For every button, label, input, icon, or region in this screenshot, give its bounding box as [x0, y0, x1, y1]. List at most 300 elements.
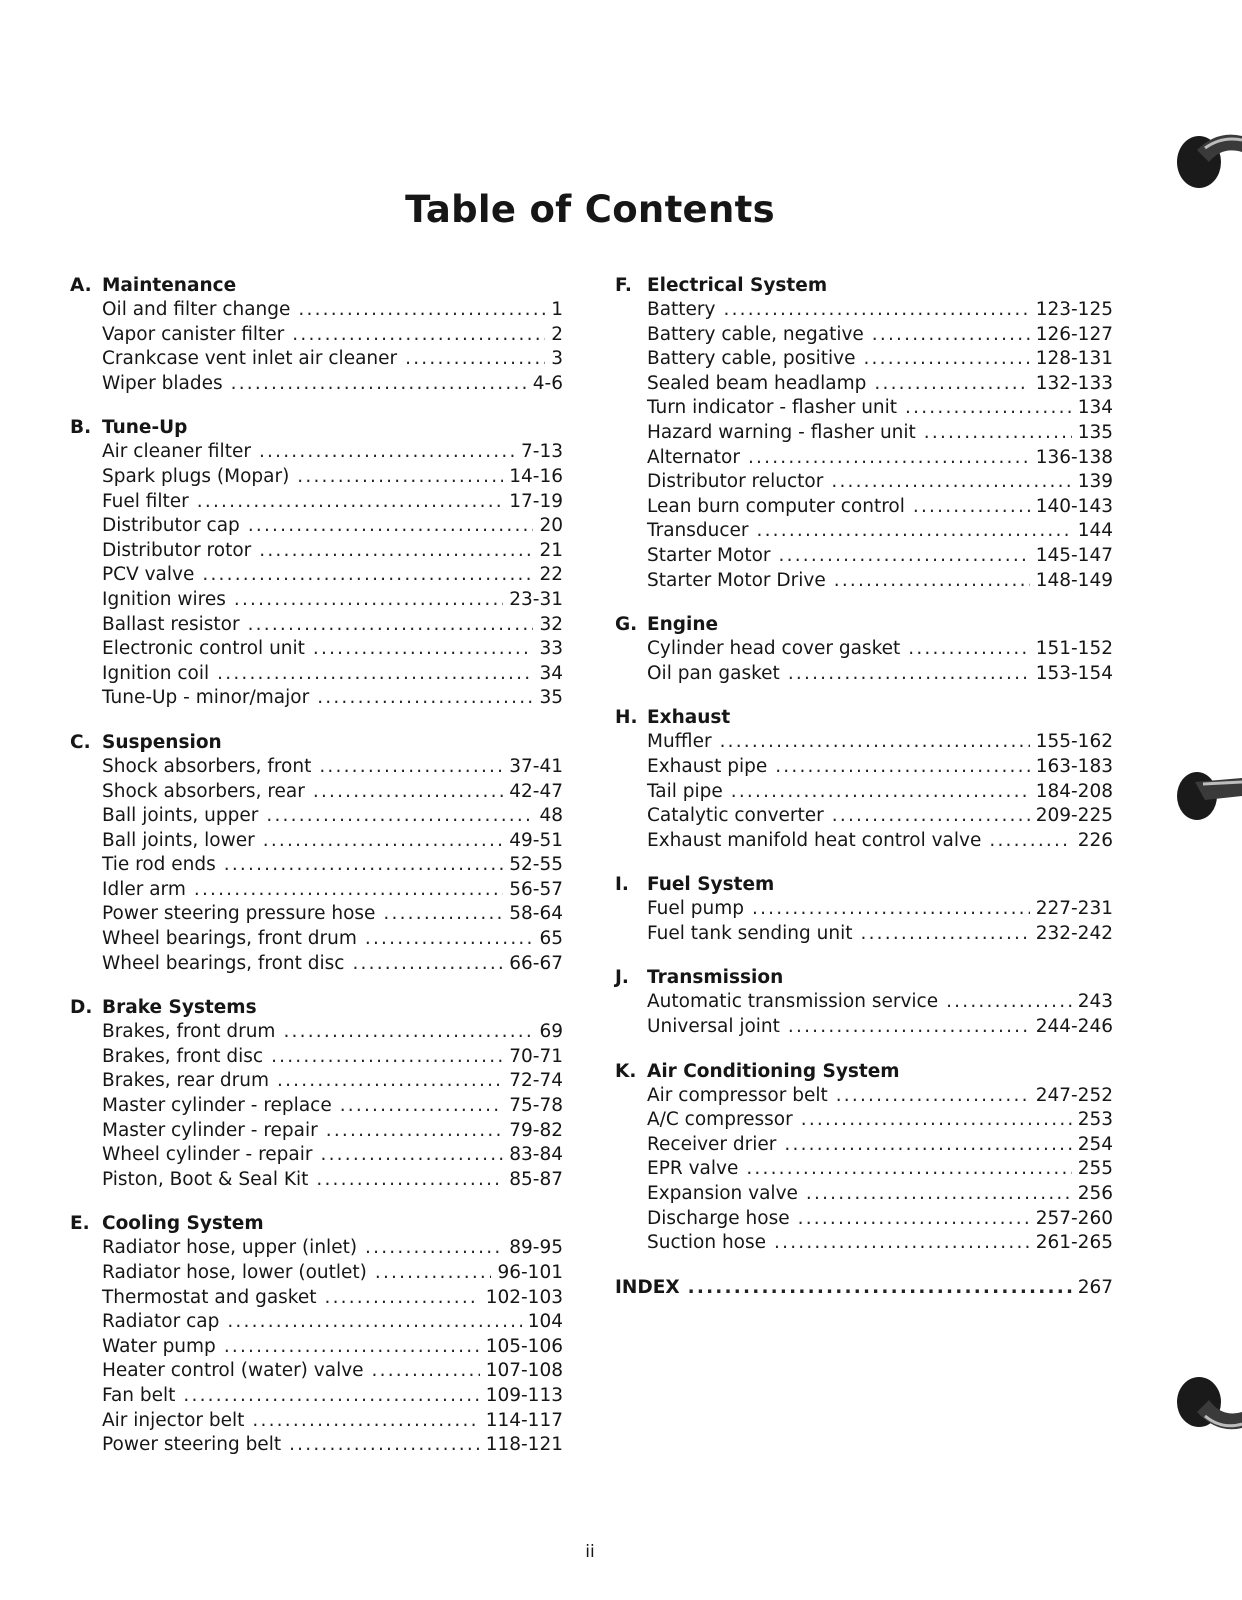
dot-leader [248, 613, 534, 638]
dot-leader [313, 637, 534, 662]
toc-entry[interactable] [647, 780, 1113, 805]
entry-label: Exhaust manifold heat control valve [647, 829, 982, 851]
section-entries [102, 755, 563, 976]
dot-leader [989, 829, 1071, 854]
entry-label: Radiator hose, lower (outlet) [102, 1262, 367, 1283]
toc-entry[interactable] [647, 730, 1113, 755]
dot-leader [723, 298, 1029, 323]
entry-label: Battery [647, 299, 716, 320]
toc-entry[interactable] [102, 1236, 563, 1261]
toc-entry[interactable] [102, 1433, 563, 1458]
entry-label: Wiper blades [102, 372, 223, 394]
section-letter: G. [615, 614, 638, 636]
entry-page-number: 153-154 [1035, 662, 1113, 684]
index-label: INDEX [615, 1276, 680, 1298]
toc-entry[interactable] [102, 613, 563, 638]
dot-leader [252, 1409, 479, 1434]
section-heading[interactable] [70, 996, 563, 1020]
entry-page-number: 96-101 [497, 1262, 563, 1283]
entry-label: Transducer [647, 520, 749, 542]
toc-section [70, 731, 563, 976]
toc-entry[interactable] [102, 755, 563, 780]
entry-label: Distributor cap [102, 515, 240, 537]
entry-label: Heater control (water) valve [102, 1360, 364, 1382]
entry-page-number: 145-147 [1035, 544, 1113, 566]
section-letter: F. [615, 275, 632, 296]
section-title: Suspension [102, 731, 222, 753]
entry-page-number: 232-242 [1035, 922, 1113, 944]
toc-section [615, 613, 1113, 686]
entry-label: Ignition wires [102, 588, 226, 610]
toc-entry[interactable] [102, 829, 563, 854]
toc-entry[interactable] [102, 1094, 563, 1119]
dot-leader [788, 662, 1030, 687]
binder-ring-icon [1167, 1372, 1242, 1442]
toc-entry[interactable] [102, 465, 563, 490]
dot-leader [836, 1084, 1030, 1109]
toc-entry[interactable] [647, 323, 1113, 348]
dot-leader [383, 902, 503, 927]
entry-label: Catalytic converter [647, 805, 824, 827]
entry-page-number: 75-78 [509, 1095, 563, 1117]
entry-label: Fan belt [102, 1384, 176, 1406]
toc-entry[interactable] [647, 298, 1113, 323]
entry-page-number: 34 [539, 662, 563, 684]
section-heading[interactable] [615, 613, 1113, 637]
entry-page-number: 226 [1077, 829, 1113, 851]
toc-entry[interactable] [647, 662, 1113, 687]
entry-page-number: 148-149 [1035, 569, 1113, 591]
toc-left-column [70, 274, 563, 1478]
entry-label: Air cleaner filter [102, 441, 251, 463]
toc-section [615, 706, 1113, 853]
entry-page-number: 35 [539, 687, 563, 709]
entry-page-number: 151-152 [1035, 638, 1113, 660]
entry-label: EPR valve [647, 1158, 739, 1180]
section-title: Exhaust [647, 707, 731, 729]
entry-label: Idler arm [102, 878, 186, 900]
entry-label: Ignition coil [102, 662, 210, 684]
toc-entry[interactable] [647, 1108, 1113, 1133]
toc-entry[interactable] [647, 470, 1113, 495]
dot-leader [340, 1094, 504, 1119]
toc-entry[interactable] [102, 902, 563, 927]
entry-page-number: 144 [1077, 520, 1113, 542]
entry-page-number: 79-82 [509, 1119, 563, 1141]
section-entries [647, 897, 1113, 946]
section-letter: H. [615, 707, 638, 729]
entry-page-number: 155-162 [1035, 731, 1113, 753]
entry-page-number: 123-125 [1035, 299, 1113, 320]
entry-page-number: 3 [551, 348, 563, 370]
entry-label: Suction hose [647, 1232, 767, 1254]
index-page: 267 [1077, 1276, 1113, 1298]
entry-page-number: 70-71 [509, 1045, 563, 1067]
section-letter: B. [70, 417, 92, 439]
toc-entry[interactable] [102, 298, 563, 323]
entry-label: Wheel bearings, front disc [102, 952, 345, 974]
dot-leader [788, 1015, 1030, 1040]
dot-leader [801, 1108, 1072, 1133]
toc-entry[interactable] [102, 804, 563, 829]
section-title: Cooling System [102, 1213, 264, 1235]
entry-label: Radiator cap [102, 1311, 220, 1333]
entry-page-number: 4-6 [532, 372, 563, 394]
toc-entry[interactable] [647, 569, 1113, 594]
toc-entry[interactable] [102, 1143, 563, 1168]
entry-page-number: 128-131 [1035, 348, 1113, 370]
entry-page-number: 22 [539, 564, 563, 586]
dot-leader [326, 1119, 503, 1144]
entry-label: Turn indicator - flasher unit [647, 397, 898, 419]
toc-entry[interactable] [647, 922, 1113, 947]
toc-entry[interactable] [647, 421, 1113, 446]
toc-entry[interactable] [102, 878, 563, 903]
toc-entry[interactable] [102, 1335, 563, 1360]
entry-label: Distributor reluctor [647, 471, 824, 493]
entry-label: Discharge hose [647, 1207, 790, 1229]
entry-label: Master cylinder - repair [102, 1119, 318, 1141]
entry-label: Lean burn computer control [647, 495, 905, 517]
entry-label: Shock absorbers, front [102, 755, 312, 777]
dot-leader [234, 588, 503, 613]
toc-section [70, 274, 563, 396]
section-heading[interactable] [615, 966, 1113, 990]
entry-label: A/C compressor [647, 1109, 793, 1131]
dot-leader [372, 1359, 480, 1384]
toc-entry[interactable] [102, 1069, 563, 1094]
section-heading[interactable] [615, 873, 1113, 897]
dot-leader [231, 372, 527, 397]
section-heading[interactable] [615, 274, 1113, 298]
binder-ring-icon [1167, 760, 1242, 830]
section-letter: A. [70, 275, 92, 296]
toc-entry[interactable] [647, 897, 1113, 922]
entry-page-number: 33 [539, 638, 563, 660]
section-title: Brake Systems [102, 997, 257, 1019]
toc-entry[interactable] [102, 1020, 563, 1045]
toc-section [70, 1212, 563, 1457]
toc-entry[interactable] [647, 495, 1113, 520]
dot-leader [183, 1384, 479, 1409]
toc-entry[interactable] [647, 990, 1113, 1015]
binder-ring-icon [1167, 122, 1242, 192]
toc-section [615, 873, 1113, 946]
dot-leader [292, 323, 545, 348]
entry-label: Master cylinder - replace [102, 1095, 332, 1117]
dot-leader [298, 298, 545, 323]
section-entries [647, 298, 1113, 593]
dot-leader [289, 1433, 480, 1458]
entry-page-number: 104 [527, 1311, 563, 1333]
dot-leader [317, 686, 533, 711]
entry-label: Power steering pressure hose [102, 903, 376, 925]
entry-page-number: 132-133 [1035, 372, 1113, 394]
entry-label: Tie rod ends [102, 854, 216, 876]
section-entries [647, 1084, 1113, 1256]
entry-label: Cylinder head cover gasket [647, 638, 901, 660]
entry-label: Brakes, rear drum [102, 1070, 269, 1092]
toc-entry[interactable] [102, 1384, 563, 1409]
entry-label: Receiver drier [647, 1133, 777, 1155]
section-entries [102, 298, 563, 396]
section-title: Transmission [647, 967, 784, 989]
toc-entry[interactable] [647, 1084, 1113, 1109]
toc-entry[interactable] [102, 514, 563, 539]
entry-page-number: 163-183 [1035, 755, 1113, 777]
toc-entry[interactable] [647, 1207, 1113, 1232]
dot-leader [775, 755, 1029, 780]
entry-label: Exhaust pipe [647, 755, 768, 777]
section-heading[interactable] [70, 1212, 563, 1236]
entry-page-number: 56-57 [509, 878, 563, 900]
toc-entry[interactable] [647, 347, 1113, 372]
toc-entry[interactable] [102, 952, 563, 977]
entry-page-number: 65 [539, 928, 563, 950]
toc-entry[interactable] [102, 1119, 563, 1144]
toc-entry[interactable] [102, 563, 563, 588]
entry-page-number: 48 [539, 805, 563, 827]
dot-leader [779, 544, 1030, 569]
toc-entry[interactable] [102, 662, 563, 687]
page-number: ii [585, 1542, 595, 1562]
entry-label: Fuel filter [102, 490, 189, 512]
entry-label: Brakes, front drum [102, 1021, 276, 1043]
toc-entry[interactable] [647, 1015, 1113, 1040]
toc-index-entry[interactable] [615, 1276, 1113, 1300]
entry-page-number: 261-265 [1035, 1232, 1113, 1254]
entry-label: Air injector belt [102, 1409, 245, 1431]
dot-leader [688, 1276, 1072, 1300]
entry-label: Universal joint [647, 1016, 780, 1038]
toc-entry[interactable] [102, 1409, 563, 1434]
entry-page-number: 244-246 [1035, 1016, 1113, 1038]
dot-leader [834, 569, 1030, 594]
entry-label: Distributor rotor [102, 539, 252, 561]
section-entries [647, 730, 1113, 853]
toc-entry[interactable] [647, 519, 1113, 544]
entry-label: Oil and filter change [102, 299, 291, 320]
section-title: Air Conditioning System [647, 1060, 900, 1082]
entry-label: Wheel cylinder - repair [102, 1144, 313, 1166]
section-title: Tune-Up [102, 417, 188, 439]
entry-label: Water pump [102, 1335, 216, 1357]
entry-label: Expansion valve [647, 1183, 798, 1205]
entry-page-number: 209-225 [1035, 805, 1113, 827]
dot-leader [861, 922, 1030, 947]
toc-entry[interactable] [102, 1359, 563, 1384]
entry-page-number: 254 [1077, 1133, 1113, 1155]
dot-leader [297, 465, 503, 490]
entry-label: Ball joints, lower [102, 829, 255, 851]
dot-leader [202, 563, 533, 588]
section-heading[interactable] [70, 731, 563, 755]
dot-leader [746, 1157, 1071, 1182]
toc-entry[interactable] [647, 1157, 1113, 1182]
dot-leader [863, 347, 1029, 372]
entry-page-number: 72-74 [509, 1070, 563, 1092]
entry-page-number: 126-127 [1035, 323, 1113, 345]
toc-entry[interactable] [647, 637, 1113, 662]
dot-leader [248, 514, 534, 539]
toc-entry[interactable] [102, 1045, 563, 1070]
dot-leader [375, 1261, 492, 1286]
entry-label: Muffler [647, 731, 712, 753]
entry-page-number: 136-138 [1035, 446, 1113, 468]
toc-entry[interactable] [102, 1310, 563, 1335]
dot-leader [324, 1286, 479, 1311]
dot-leader [259, 440, 515, 465]
entry-label: PCV valve [102, 564, 195, 586]
dot-leader [752, 897, 1030, 922]
dot-leader [784, 1133, 1071, 1158]
toc-entry[interactable] [102, 1168, 563, 1193]
toc-entry[interactable] [102, 927, 563, 952]
entry-page-number: 253 [1077, 1109, 1113, 1131]
entry-page-number: 107-108 [485, 1360, 563, 1382]
dot-leader [313, 780, 503, 805]
dot-leader [731, 780, 1030, 805]
entry-label: Radiator hose, upper (inlet) [102, 1237, 358, 1259]
entry-label: Automatic transmission service [647, 991, 939, 1013]
toc-section [70, 416, 563, 711]
toc-entry[interactable] [647, 544, 1113, 569]
dot-leader [913, 495, 1030, 520]
entry-label: Ball joints, upper [102, 805, 259, 827]
entry-page-number: 32 [539, 613, 563, 635]
dot-leader [217, 662, 533, 687]
entry-page-number: 85-87 [509, 1168, 563, 1190]
toc-entry[interactable] [102, 588, 563, 613]
entry-page-number: 1 [551, 299, 563, 320]
entry-label: Thermostat and gasket [102, 1286, 317, 1308]
section-heading[interactable] [70, 274, 563, 298]
entry-label: Wheel bearings, front drum [102, 928, 357, 950]
toc-entry[interactable] [647, 804, 1113, 829]
entry-label: Tune-Up - minor/major [102, 687, 310, 709]
entry-page-number: 66-67 [509, 952, 563, 974]
toc-entry[interactable] [102, 372, 563, 397]
entry-page-number: 58-64 [509, 903, 563, 925]
dot-leader [405, 347, 545, 372]
entry-page-number: 7-13 [521, 441, 563, 463]
section-entries [102, 1020, 563, 1192]
dot-leader [774, 1231, 1030, 1256]
dot-leader [832, 804, 1030, 829]
entry-page-number: 14-16 [509, 465, 563, 487]
section-entries [102, 440, 563, 711]
toc-right-column [615, 274, 1113, 1300]
toc-entry[interactable] [102, 637, 563, 662]
section-title: Fuel System [647, 874, 775, 896]
entry-page-number: 243 [1077, 991, 1113, 1013]
dot-leader [872, 323, 1030, 348]
entry-label: Starter Motor Drive [647, 569, 826, 591]
entry-page-number: 227-231 [1035, 898, 1113, 920]
toc-entry[interactable] [647, 1182, 1113, 1207]
dot-leader [946, 990, 1072, 1015]
section-entries [647, 990, 1113, 1039]
toc-entry[interactable] [102, 323, 563, 348]
entry-page-number: 134 [1077, 397, 1113, 419]
dot-leader [197, 490, 503, 515]
entry-label: Air compressor belt [647, 1084, 828, 1106]
entry-page-number: 105-106 [485, 1335, 563, 1357]
dot-leader [224, 853, 503, 878]
entry-page-number: 114-117 [485, 1409, 563, 1431]
dot-leader [321, 1143, 504, 1168]
toc-entry[interactable] [102, 539, 563, 564]
dot-leader [720, 730, 1030, 755]
toc-entry[interactable] [647, 446, 1113, 471]
entry-label: Battery cable, negative [647, 323, 864, 345]
toc-entry[interactable] [102, 490, 563, 515]
toc-entry[interactable] [647, 755, 1113, 780]
dot-leader [874, 372, 1029, 397]
entry-page-number: 256 [1077, 1183, 1113, 1205]
toc-entry[interactable] [102, 853, 563, 878]
section-heading[interactable] [70, 416, 563, 440]
toc-section [615, 1060, 1113, 1256]
section-heading[interactable] [615, 1060, 1113, 1084]
entry-page-number: 109-113 [485, 1384, 563, 1406]
dot-leader [365, 1236, 503, 1261]
entry-page-number: 139 [1077, 471, 1113, 493]
entry-page-number: 42-47 [509, 780, 563, 802]
section-heading[interactable] [615, 706, 1113, 730]
section-entries [102, 1236, 563, 1457]
dot-leader [194, 878, 503, 903]
dot-leader [924, 421, 1072, 446]
dot-leader [263, 829, 503, 854]
toc-entry[interactable] [647, 1231, 1113, 1256]
entry-page-number: 49-51 [509, 829, 563, 851]
section-letter: I. [615, 874, 629, 896]
entry-label: Brakes, front disc [102, 1045, 264, 1067]
entry-page-number: 140-143 [1035, 495, 1113, 517]
toc-entry[interactable] [102, 780, 563, 805]
entry-label: Vapor canister filter [102, 323, 285, 345]
entry-page-number: 69 [539, 1021, 563, 1043]
entry-page-number: 255 [1077, 1158, 1113, 1180]
toc-entry[interactable] [102, 686, 563, 711]
toc-entry[interactable] [647, 1133, 1113, 1158]
section-title: Electrical System [647, 275, 828, 296]
section-title: Engine [647, 614, 719, 636]
dot-leader [266, 804, 533, 829]
dot-leader [277, 1069, 503, 1094]
toc-entry[interactable] [102, 1286, 563, 1311]
entry-page-number: 52-55 [509, 854, 563, 876]
toc-section [615, 966, 1113, 1039]
toc-entry[interactable] [647, 396, 1113, 421]
entry-page-number: 135 [1077, 421, 1113, 443]
entry-label: Shock absorbers, rear [102, 780, 305, 802]
dot-leader [908, 637, 1029, 662]
entry-label: Electronic control unit [102, 638, 305, 660]
toc-entry[interactable] [647, 372, 1113, 397]
toc-entry[interactable] [647, 829, 1113, 854]
entry-label: Ballast resistor [102, 613, 240, 635]
dot-leader [365, 927, 534, 952]
toc-entry[interactable] [102, 440, 563, 465]
section-letter: K. [615, 1060, 637, 1082]
section-entries [647, 637, 1113, 686]
toc-entry[interactable] [102, 1261, 563, 1286]
dot-leader [806, 1182, 1072, 1207]
entry-page-number: 20 [539, 515, 563, 537]
toc-entry[interactable] [102, 347, 563, 372]
